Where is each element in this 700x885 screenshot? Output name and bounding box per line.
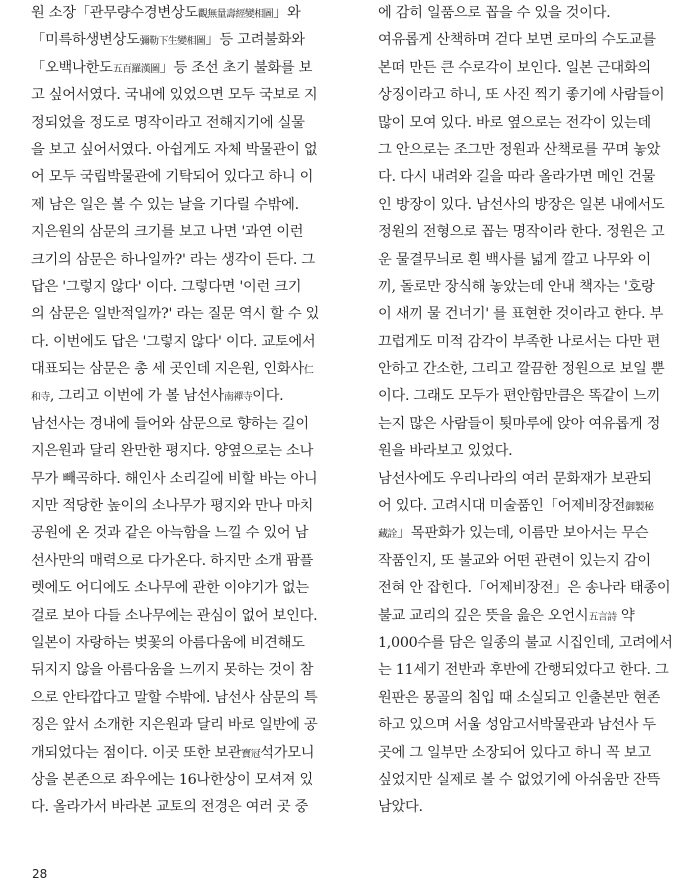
text-line: 남선사는 경내에 들어와 삼문으로 향하는 길이 xyxy=(31,415,309,432)
text-line: 전혀 안 잡힌다.「어제비장전」은 송나라 태종이 xyxy=(378,580,671,597)
right-text-column xyxy=(378,0,678,822)
text-line: 곳에 그 일부만 소장되어 있다고 하니 꼭 보고 xyxy=(378,744,651,761)
text-line: 에 감히 일품으로 꼽을 수 있을 것이다. xyxy=(378,5,611,21)
text-line: 상을 본존으로 좌우에는 16나한상이 모셔져 있 xyxy=(31,771,314,788)
text-line: 그 안으로는 조그만 정원과 산책로를 꾸며 놓았 xyxy=(378,141,661,158)
text-line: 안하고 간소한, 그리고 깔끔한 정원으로 보일 뿐 xyxy=(378,361,665,378)
text-line: 인 방장이 있다. 남선사의 방장은 일본 내에서도 xyxy=(378,196,665,213)
text-line: 어 있다. 고려시대 미술품인「어제비장전御製秘 xyxy=(378,498,654,515)
text-line: 끄럽게도 미적 감각이 부족한 나로서는 다만 편 xyxy=(378,333,661,350)
text-line: 藏詮」목판화가 있는데, 이름만 보아서는 무슨 xyxy=(378,525,649,542)
text-line: 어 모두 국립박물관에 기탁되어 있다고 하니 이 xyxy=(31,169,314,186)
text-line: 1,000수를 담은 일종의 불교 시집인데, 고려에서 xyxy=(378,634,673,651)
text-line: 和寺, 그리고 이번에 가 볼 남선사南禪寺이다. xyxy=(31,388,284,405)
text-line: 렛에도 어디에도 소나무에 관한 이야기가 없는 xyxy=(31,580,309,597)
text-line: 대표되는 삼문은 총 세 곳인데 지은원, 인화사仁 xyxy=(31,361,314,378)
text-line: 남선사에도 우리나라의 여러 문화재가 보관되 xyxy=(378,470,652,487)
text-line: 다. 이번에도 답은 '그렇지 않다' 이다. 교토에서 xyxy=(31,333,316,350)
left-text-column xyxy=(31,0,331,822)
text-line: 지만 적당한 높이의 소나무가 평지와 만나 마치 xyxy=(31,498,314,515)
text-line: 작품인지, 또 불교와 어떤 관련이 있는지 감이 xyxy=(378,552,651,569)
text-line: 끼, 돌로만 장식해 놓았는데 안내 책자는 '호랑 xyxy=(378,278,655,295)
text-line: 정원의 전형으로 꼽는 명작이라 한다. 정원은 고 xyxy=(378,224,665,241)
text-line: 지은원의 삼문의 크기를 보고 나면 '과연 이런 xyxy=(31,224,304,241)
text-line: 싶었지만 실제로 볼 수 없었기에 아쉬움만 잔뜩 xyxy=(378,771,661,788)
text-line: 는 11세기 전반과 후반에 간행되었다고 한다. 그 xyxy=(378,662,669,679)
text-line: 하고 있으며 서울 성암고서박물관과 남선사 두 xyxy=(378,717,656,734)
text-line: 지은원과 달리 완만한 평지다. 양옆으로는 소나 xyxy=(31,443,314,460)
text-line: 원 소장「관무량수경변상도觀無量壽經變相圖」와 xyxy=(31,5,301,21)
text-line: 불교 교리의 깊은 뜻을 읊은 오언시五言詩 약 xyxy=(378,607,635,624)
text-line: 일본이 자랑하는 벚꽃의 아름다움에 비견해도 xyxy=(31,634,305,651)
text-line: 남았다. xyxy=(378,799,423,816)
text-line: 답은 '그렇지 않다' 이다. 그렇다면 '이런 크기 xyxy=(31,278,302,295)
text-line: 원판은 몽골의 침입 때 소실되고 인출본만 현존 xyxy=(378,689,661,706)
text-line: 고 싶어서였다. 국내에 있었으면 모두 국보로 지 xyxy=(31,87,318,104)
text-line: 을 보고 싶어서였다. 아쉽게도 자체 박물관이 없 xyxy=(31,141,318,158)
text-line: 는지 많은 사람들이 툇마루에 앉아 여유롭게 정 xyxy=(378,415,661,432)
text-line: 다. 다시 내려와 길을 따라 올라가면 메인 건물 xyxy=(378,169,656,186)
text-line: 의 삼문은 일반적일까?' 라는 질문 역시 할 수 있 xyxy=(31,306,320,323)
text-line: 뒤지지 않을 아름다움을 느끼지 못하는 것이 참 xyxy=(31,662,314,679)
text-line: 공원에 온 것과 같은 아늑함을 느낄 수 있어 남 xyxy=(31,525,309,542)
text-line: 제 남은 일은 볼 수 있는 날을 기다릴 수밖에. xyxy=(31,196,299,213)
text-line: 본떠 만든 큰 수로각이 보인다. 일본 근대화의 xyxy=(378,59,651,76)
text-line: 여유롭게 산책하며 걷다 보면 로마의 수도교를 xyxy=(378,32,656,49)
text-line: 이 새끼 물 건너기' 를 표현한 것이라고 한다. 부 xyxy=(378,306,664,323)
text-line: 다. 올라가서 바라본 교토의 전경은 여러 곳 중 xyxy=(31,799,309,816)
text-line: 「오백나한도五百羅漢圖」등 조선 초기 불화를 보 xyxy=(31,59,313,76)
text-line: 선사만의 매력으로 다가온다. 하지만 소개 팜플 xyxy=(31,552,314,569)
text-line: 징은 앞서 소개한 지은원과 달리 바로 일반에 공 xyxy=(31,717,318,734)
text-line: 「미륵하생변상도彌勒下生變相圖」등 고려불화와 xyxy=(31,32,305,49)
text-line: 걸로 보아 다들 소나무에는 관심이 없어 보인다. xyxy=(31,607,318,624)
text-line: 상징이라고 하니, 또 사진 찍기 좋기에 사람들이 xyxy=(378,87,665,104)
page-number: 28 xyxy=(32,867,48,881)
text-line: 운 물결무늬로 흰 백사를 넓게 깔고 나무와 이 xyxy=(378,251,651,268)
text-line: 이다. 그래도 모두가 편안함만큼은 똑같이 느끼 xyxy=(378,388,661,405)
text-line: 무가 빼곡하다. 해인사 소리길에 비할 바는 아니 xyxy=(31,470,318,487)
text-line: 개되었다는 점이다. 이곳 또한 보관寶冠석가모니 xyxy=(31,744,315,761)
text-line: 많이 모여 있다. 바로 옆으로는 전각이 있는데 xyxy=(378,114,651,131)
text-line: 정되었을 정도로 명작이라고 전해지기에 실물 xyxy=(31,114,305,131)
text-line: 원을 바라보고 있었다. xyxy=(378,443,513,460)
text-line: 으로 안타깝다고 말할 수밖에. 남선사 삼문의 특 xyxy=(31,689,318,706)
text-line: 크기의 삼문은 하나일까?' 라는 생각이 든다. 그 xyxy=(31,251,315,268)
